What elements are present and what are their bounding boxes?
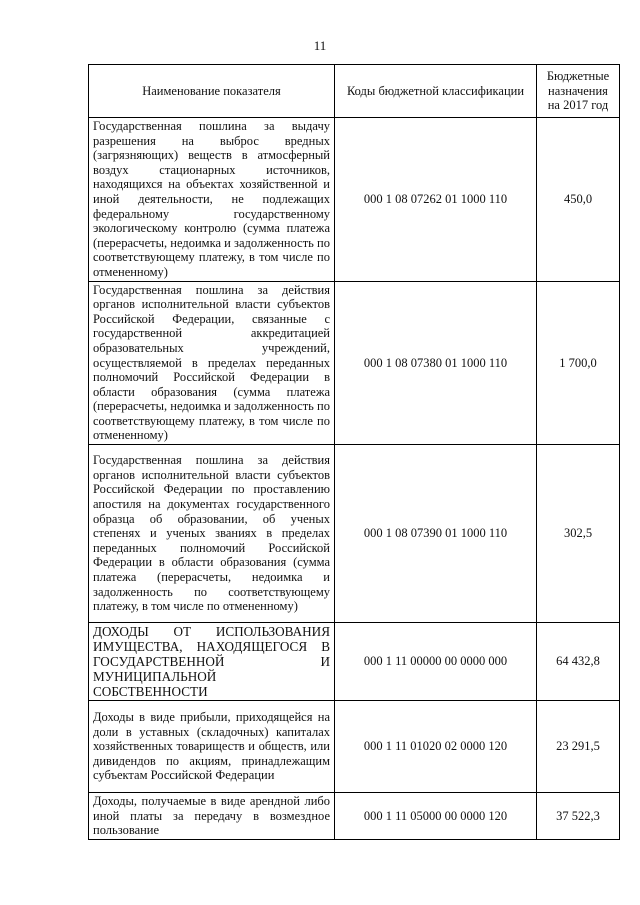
table-row	[89, 623, 620, 701]
table-row	[89, 701, 620, 793]
row-indicator-name: Государственная пошлина за действия органов исполнительной власти субъектов Российской Федерации, связанные с государственной аккредитацией образовательных учреждений, осуществляемой в пределах переданных полномочий Российской Федерации в области образования (сумма платежа (перерасчеты, недоимка и задолженность по соответствующему платежу, в том числе по отмененному)	[89, 281, 335, 445]
row-classification-code: 000 1 08 07380 01 1000 110	[335, 281, 537, 445]
table-row	[89, 118, 620, 282]
header-budget-amount: Бюджетные назначения на 2017 год	[537, 65, 620, 118]
row-budget-amount: 64 432,8	[537, 623, 620, 701]
row-budget-amount: 37 522,3	[537, 793, 620, 840]
table-header-row	[89, 65, 620, 118]
row-classification-code: 000 1 11 05000 00 0000 120	[335, 793, 537, 840]
row-budget-amount: 450,0	[537, 118, 620, 282]
row-indicator-name: Доходы, получаемые в виде арендной либо иной платы за передачу в возмездное пользование	[89, 793, 335, 840]
budget-table	[88, 64, 620, 840]
row-budget-amount: 23 291,5	[537, 701, 620, 793]
row-indicator-name: Государственная пошлина за действия органов исполнительной власти субъектов Российской Федерации по проставлению апостиля на документах государственного образца об образовании, об ученых степенях и ученых званиях в пределах переданных полномочий Российской Федерации в области образования (сумма платежа (перерасчеты, недоимка и задолженность по соответствующему платежу, в том числе по отмененному)	[89, 445, 335, 623]
table-row	[89, 445, 620, 623]
row-indicator-name: ДОХОДЫ ОТ ИСПОЛЬЗОВАНИЯ ИМУЩЕСТВА, НАХОДЯЩЕГОСЯ В ГОСУДАРСТВЕННОЙ И МУНИЦИПАЛЬНОЙ СОБСТВЕННОСТИ	[89, 623, 335, 701]
row-classification-code: 000 1 08 07390 01 1000 110	[335, 445, 537, 623]
row-indicator-name: Доходы в виде прибыли, приходящейся на доли в уставных (складочных) капиталах хозяйственных товариществ и обществ, или дивидендов по акциям, принадлежащим субъектам Российской Федерации	[89, 701, 335, 793]
row-classification-code: 000 1 11 01020 02 0000 120	[335, 701, 537, 793]
header-classification-code: Коды бюджетной классификации	[335, 65, 537, 118]
row-indicator-name: Государственная пошлина за выдачу разрешения на выброс вредных (загрязняющих) веществ в атмосферный воздух стационарных источников, находящихся на объектах хозяйственной и иной деятельности, не подлежащих федеральному государственному экологическому контролю (сумма платежа (перерасчеты, недоимка и задолженность по соответствующему платежу, в том числе по отмененному)	[89, 118, 335, 282]
table-row	[89, 793, 620, 840]
page-number: 11	[313, 38, 327, 53]
header-indicator-name: Наименование показателя	[89, 65, 335, 118]
row-classification-code: 000 1 11 00000 00 0000 000	[335, 623, 537, 701]
row-budget-amount: 1 700,0	[537, 281, 620, 445]
table-row	[89, 281, 620, 445]
row-classification-code: 000 1 08 07262 01 1000 110	[335, 118, 537, 282]
row-budget-amount: 302,5	[537, 445, 620, 623]
